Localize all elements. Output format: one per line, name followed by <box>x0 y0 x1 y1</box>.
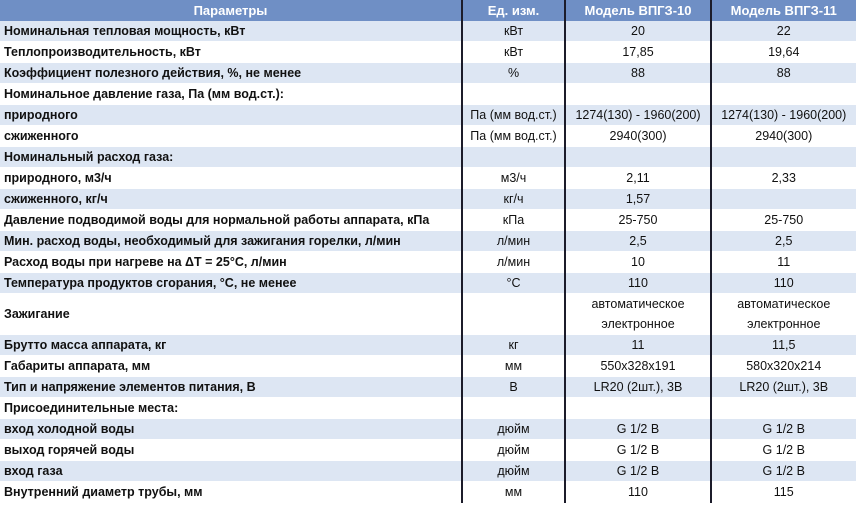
unit-cell: дюйм <box>462 419 565 440</box>
model-2-value: 11 <box>711 252 856 273</box>
model-2-value: G 1/2 В <box>711 461 856 482</box>
header-model-1: Модель ВПГЗ-10 <box>565 0 711 21</box>
model-1-value: 20 <box>565 21 711 42</box>
model-2-value: 580х320х214 <box>711 356 856 377</box>
model-2-value: 19,64 <box>711 42 856 63</box>
param-cell: Габариты аппарата, мм <box>0 356 462 377</box>
param-cell: Зажигание <box>0 294 462 335</box>
table-row <box>0 147 856 168</box>
unit-cell: Па (мм вод.ст.) <box>462 105 565 126</box>
model-2-value <box>711 147 856 168</box>
unit-cell <box>462 398 565 419</box>
table-row <box>0 440 856 461</box>
param-cell: Номинальный расход газа: <box>0 147 462 168</box>
model-2-value: G 1/2 В <box>711 419 856 440</box>
model-2-value: 1274(130) - 1960(200) <box>711 105 856 126</box>
unit-cell: кг/ч <box>462 189 565 210</box>
table-row <box>0 482 856 503</box>
param-cell: вход газа <box>0 461 462 482</box>
unit-cell: °С <box>462 273 565 294</box>
param-cell: вход холодной воды <box>0 419 462 440</box>
unit-cell <box>462 147 565 168</box>
model-1-value: 17,85 <box>565 42 711 63</box>
model-1-value: LR20 (2шт.), 3В <box>565 377 711 398</box>
param-cell: Коэффициент полезного действия, %, не менее <box>0 63 462 84</box>
model-1-value: 550х328х191 <box>565 356 711 377</box>
model-1-value: 25-750 <box>565 210 711 231</box>
unit-cell: % <box>462 63 565 84</box>
param-cell: Давление подводимой воды для нормальной работы аппарата, кПа <box>0 210 462 231</box>
model-2-value: 22 <box>711 21 856 42</box>
table-row <box>0 63 856 84</box>
model-1-value: 110 <box>565 273 711 294</box>
table-row <box>0 210 856 231</box>
unit-cell: мм <box>462 482 565 503</box>
model-1-value <box>565 84 711 105</box>
model-2-value <box>711 398 856 419</box>
model-1-value: автоматическое электронное <box>565 294 711 335</box>
table-row <box>0 21 856 42</box>
table-row <box>0 189 856 210</box>
table-row <box>0 335 856 356</box>
unit-cell: кВт <box>462 42 565 63</box>
model-1-value: 2,11 <box>565 168 711 189</box>
table-row <box>0 42 856 63</box>
param-cell: сжиженного, кг/ч <box>0 189 462 210</box>
unit-cell: мм <box>462 356 565 377</box>
table-row <box>0 461 856 482</box>
unit-cell: дюйм <box>462 440 565 461</box>
table-row <box>0 356 856 377</box>
spec-body <box>0 21 856 503</box>
table-row <box>0 84 856 105</box>
unit-cell: л/мин <box>462 231 565 252</box>
param-cell: Номинальное давление газа, Па (мм вод.ст.): <box>0 84 462 105</box>
model-1-value: G 1/2 В <box>565 461 711 482</box>
unit-cell: кг <box>462 335 565 356</box>
unit-cell: дюйм <box>462 461 565 482</box>
model-2-value: 110 <box>711 273 856 294</box>
param-cell: выход горячей воды <box>0 440 462 461</box>
model-1-value: G 1/2 В <box>565 419 711 440</box>
unit-cell: м3/ч <box>462 168 565 189</box>
model-2-value: 2,5 <box>711 231 856 252</box>
param-cell: Брутто масса аппарата, кг <box>0 335 462 356</box>
unit-cell: кПа <box>462 210 565 231</box>
table-row <box>0 126 856 147</box>
param-cell: сжиженного <box>0 126 462 147</box>
header-param: Параметры <box>0 0 462 21</box>
model-1-value: 11 <box>565 335 711 356</box>
model-1-value <box>565 147 711 168</box>
param-cell: природного <box>0 105 462 126</box>
unit-cell: В <box>462 377 565 398</box>
param-cell: Мин. расход воды, необходимый для зажигания горелки, л/мин <box>0 231 462 252</box>
table-row <box>0 105 856 126</box>
table-row <box>0 168 856 189</box>
model-2-value: 88 <box>711 63 856 84</box>
model-2-value: 2940(300) <box>711 126 856 147</box>
unit-cell: кВт <box>462 21 565 42</box>
model-1-value: G 1/2 В <box>565 440 711 461</box>
table-row <box>0 294 856 335</box>
param-cell: Номинальная тепловая мощность, кВт <box>0 21 462 42</box>
model-2-value <box>711 84 856 105</box>
table-row <box>0 252 856 273</box>
model-2-value: автоматическое электронное <box>711 294 856 335</box>
model-1-value: 2,5 <box>565 231 711 252</box>
model-1-value <box>565 398 711 419</box>
header-unit: Ед. изм. <box>462 0 565 21</box>
param-cell: Расход воды при нагреве на ΔТ = 25°С, л/мин <box>0 252 462 273</box>
model-2-value: 25-750 <box>711 210 856 231</box>
model-2-value: LR20 (2шт.), 3В <box>711 377 856 398</box>
model-2-value: G 1/2 В <box>711 440 856 461</box>
model-2-value: 2,33 <box>711 168 856 189</box>
model-1-value: 110 <box>565 482 711 503</box>
table-row <box>0 419 856 440</box>
model-1-value: 88 <box>565 63 711 84</box>
model-2-value: 115 <box>711 482 856 503</box>
model-2-value <box>711 189 856 210</box>
param-cell: Температура продуктов сгорания, °С, не менее <box>0 273 462 294</box>
param-cell: природного, м3/ч <box>0 168 462 189</box>
model-2-value: 11,5 <box>711 335 856 356</box>
unit-cell: Па (мм вод.ст.) <box>462 126 565 147</box>
model-1-value: 1274(130) - 1960(200) <box>565 105 711 126</box>
model-1-value: 1,57 <box>565 189 711 210</box>
model-1-value: 10 <box>565 252 711 273</box>
param-cell: Внутренний диаметр трубы, мм <box>0 482 462 503</box>
unit-cell: л/мин <box>462 252 565 273</box>
table-row <box>0 231 856 252</box>
unit-cell <box>462 84 565 105</box>
table-row <box>0 273 856 294</box>
header-model-2: Модель ВПГЗ-11 <box>711 0 856 21</box>
param-cell: Присоединительные места: <box>0 398 462 419</box>
table-row <box>0 377 856 398</box>
unit-cell <box>462 294 565 335</box>
param-cell: Тип и напряжение элементов питания, В <box>0 377 462 398</box>
table-row <box>0 398 856 419</box>
header-row <box>0 0 856 21</box>
model-1-value: 2940(300) <box>565 126 711 147</box>
param-cell: Теплопроизводительность, кВт <box>0 42 462 63</box>
